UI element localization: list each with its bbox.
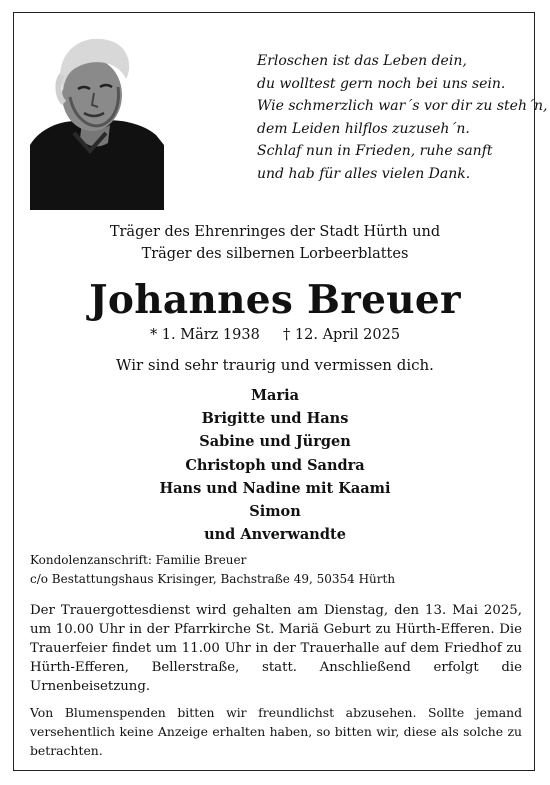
family-member: Hans und Nadine mit Kaami	[159, 479, 391, 497]
poem-line: und hab für alles vielen Dank.	[257, 165, 471, 182]
portrait-photo-image	[30, 25, 164, 210]
deceased-name: Johannes Breuer	[89, 277, 461, 323]
poem	[257, 50, 548, 186]
condolence-address-line: Kondolenzanschrift: Familie Breuer	[30, 553, 247, 567]
honor-line: Träger des silbernen Lorbeerblattes	[141, 246, 409, 262]
life-dates	[0, 327, 550, 343]
family-member: Simon	[249, 503, 301, 521]
death-date: † 12. April 2025	[283, 327, 401, 343]
birth-date: * 1. März 1938	[149, 327, 260, 343]
poem-line: Schlaf nun in Frieden, ruhe sanft	[257, 143, 493, 160]
honor-line: Träger des Ehrenringes der Stadt Hürth und	[109, 224, 441, 240]
poem-line: du wolltest gern noch bei uns sein.	[257, 75, 506, 92]
closing-line: Wir sind sehr traurig und vermissen dich.	[116, 356, 434, 374]
condolence-address-line: c/o Bestattungshaus Krisinger, Bachstraße 49, 50354 Hürth	[30, 572, 396, 586]
family-member: Brigitte und Hans	[201, 410, 349, 428]
family-member: Maria	[251, 387, 299, 404]
family-member: und Anverwandte	[204, 526, 346, 544]
poem-line: Wie schmerzlich war´s vor dir zu steh´n,	[257, 98, 548, 115]
service-paragraph: Der Trauergottesdienst wird gehalten am Dienstag, den 13. Mai 2025, um 10.00 Uhr in der Pfarrkirche St. Mariä Geburt zu Hürth-Efferen. Die Trauerfeier findet um 11.00 Uhr in der Trauerhalle auf dem Friedhof zu Hürth-Efferen, Bellerstraße, statt. Anschließend erfolgt die Urnenbeisetzung.	[30, 603, 522, 694]
poem-line: dem Leiden hilflos zuzuseh´n.	[257, 120, 470, 137]
poem-line: Erloschen ist das Leben dein,	[257, 53, 467, 69]
family-member: Christoph und Sandra	[185, 456, 365, 474]
portrait-photo	[30, 25, 164, 210]
flowers-paragraph: Von Blumenspenden bitten wir freundlichst abzusehen. Sollte jemand versehentlich keine Anzeige erhalten haben, so bitten wir, diese als solche zu betrachten.	[30, 705, 522, 758]
family-member: Sabine und Jürgen	[199, 433, 351, 451]
family-list	[0, 384, 550, 546]
